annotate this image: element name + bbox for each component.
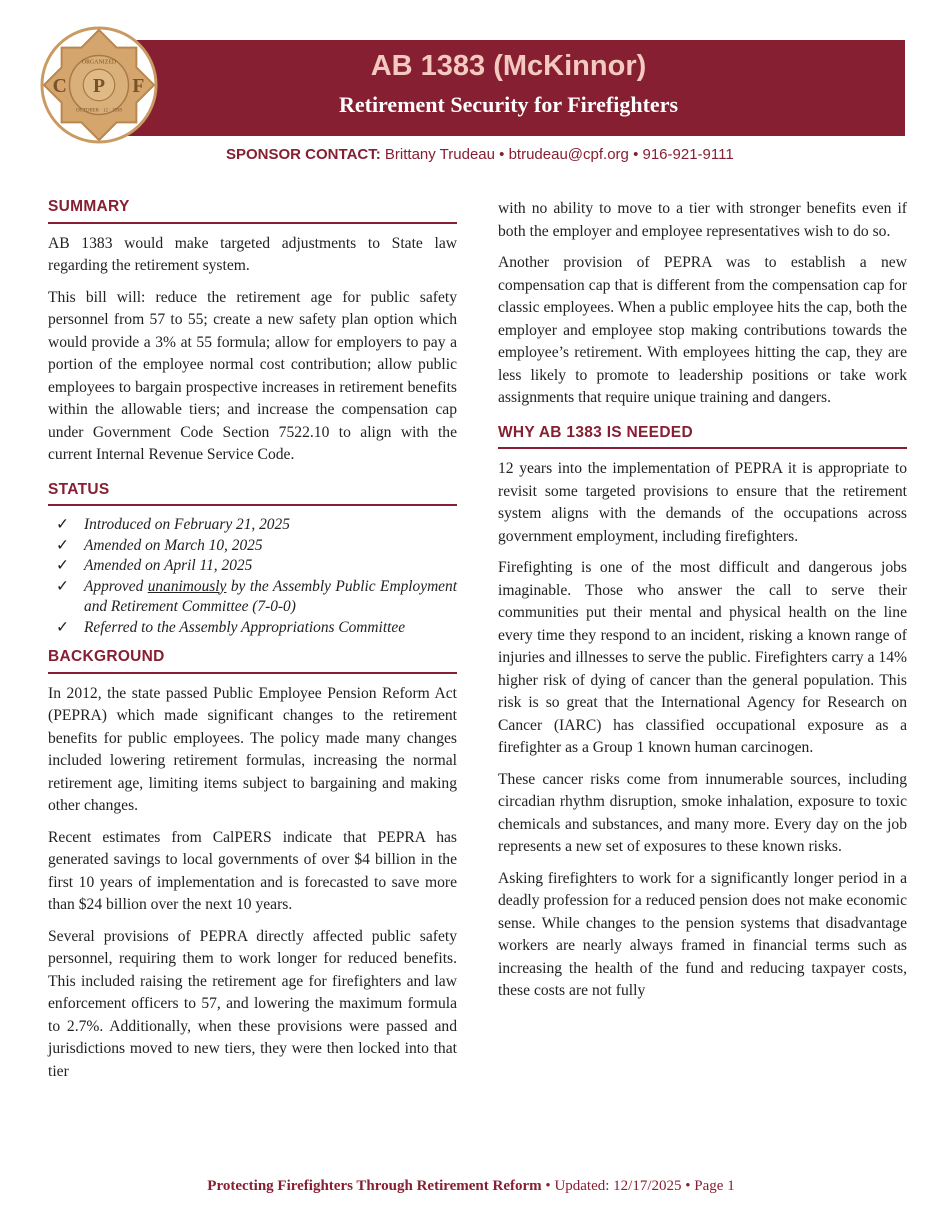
document-subtitle: Retirement Security for Firefighters: [338, 92, 679, 117]
right-column: [498, 198, 907, 1012]
summary-heading: SUMMARY: [48, 196, 457, 224]
check-icon: ✓: [56, 577, 69, 595]
status-text: Introduced on February 21, 2025: [84, 516, 290, 533]
svg-text:OCTOBER · 12 · 1938: OCTOBER · 12 · 1938: [76, 108, 122, 114]
check-icon: ✓: [56, 516, 69, 533]
status-text: Amended on April 11, 2025: [84, 557, 253, 574]
needed-heading: WHY AB 1383 IS NEEDED: [498, 422, 907, 450]
page-footer: [0, 1178, 942, 1195]
status-heading: STATUS: [48, 479, 457, 507]
paragraph: Several provisions of PEPRA directly affected public safety personnel, requiring them to work longer for reduced benefits. This included raising the retirement age for firefighters and law enforcement officers to 57, and lowering the maximum formula to 2.7%. Additionally, when these provisions were passed and jurisdictions moved to new tiers, they were then locked into that tier: [48, 927, 457, 1080]
status-emphasis: unanimously: [147, 577, 227, 595]
status-text: Referred to the Assembly Appropriations Committee: [84, 618, 406, 636]
sponsor-name: Brittany Trudeau: [384, 146, 495, 163]
paragraph: Another provision of PEPRA was to establish a new compensation cap that is different from the compensation cap for classic employees. When a public employee hits the cap, both the employer and employee stop making contributions towards the employee’s retirement. With employees hitting the cap, they are less likely to promote to leadership positions or take work assignments that require unique training and dangers.: [498, 254, 907, 406]
status-item: [56, 556, 457, 577]
status-item: [56, 515, 457, 536]
paragraph: Asking firefighters to work for a significantly longer period in a deadly profession for a reduced pension does not make economic sense. While changes to the pension systems that disadvantage workers are nearly always framed in financial terms such as increasing the health of the fund and reducing taxpayer costs, these costs are not fully: [498, 869, 907, 999]
paragraph: In 2012, the state passed Public Employee Pension Reform Act (PEPRA) which made significant changes to the retirement benefits for public employees. The policy made many changes included lowering retirement formulas, increasing the normal retirement age, limiting items subject to bargaining and making other changes.: [48, 684, 457, 814]
separator: •: [633, 146, 639, 163]
status-text: Approved: [84, 577, 148, 595]
check-icon: ✓: [56, 557, 69, 574]
paragraph: This bill will: reduce the retirement age for public safety personnel from 57 to 55; create a new safety plan option which would provide a 3% at 55 formula; allow for employers to pay a portion of the employee normal cost contribution; allow public employees to bargain prospective increases in retirement benefits within the allowable tiers; and increase the compensation cap under Government Code Section 7522.10 to align with the current Internal Revenue Service Code.: [48, 288, 457, 463]
paragraph: Recent estimates from CalPERS indicate that PEPRA has generated savings to local governments of over $4 billion in the first 10 years of implementation and is forecasted to save more than $24 billion over the next 10 years.: [48, 828, 457, 913]
sponsor-contact: [226, 146, 734, 163]
paragraph: Firefighting is one of the most difficult and dangerous jobs imaginable. Those who answer the call to serve their communities put their mental and physical health on the line every time they respond to an incident, risking a known range of injuries and illnesses to serve the public. Firefighters carry a 14% higher risk of dying of cancer than the general population. This risk is so great that the International Agency for Research on Cancer (IARC) has classified occupational exposure as a firefighter as a Group 1 known human carcinogen.: [498, 559, 907, 756]
separator: •: [685, 1178, 691, 1194]
sponsor-phone: 916-921-9111: [642, 146, 734, 163]
paragraph: with no ability to move to a tier with stronger benefits even if both the employer and employee representatives wish to do so.: [498, 200, 907, 240]
status-item: [56, 536, 457, 557]
check-icon: ✓: [56, 618, 69, 636]
paragraph: These cancer risks come from innumerable sources, including circadian rhythm disruption, smoke inhalation, exposure to toxic chemicals and substances, and many more. Every day on the job represents a new set of exposures to these known risks.: [498, 770, 907, 855]
sponsor-email[interactable]: btrudeau@cpf.org: [508, 146, 629, 163]
document-title: AB 1383 (McKinnor): [370, 50, 647, 82]
status-item: [56, 618, 457, 639]
page-number: Page 1: [694, 1178, 735, 1194]
svg-text:P: P: [92, 74, 106, 97]
svg-text:F: F: [132, 74, 145, 97]
background-heading: BACKGROUND: [48, 646, 457, 674]
separator: •: [545, 1178, 551, 1194]
svg-text:ORGANIZED: ORGANIZED: [81, 59, 117, 66]
status-item: [56, 577, 457, 618]
separator: •: [499, 146, 505, 163]
check-icon: ✓: [56, 536, 69, 554]
sponsor-label: SPONSOR CONTACT:: [226, 146, 381, 163]
paragraph: AB 1383 would make targeted adjustments to State law regarding the retirement system.: [48, 234, 457, 274]
status-text: by the Assembly Public Employment and Retirement Committee (7-0-0): [84, 577, 457, 615]
status-text: Amended on March 10, 2025: [84, 536, 263, 554]
svg-text:C: C: [52, 74, 67, 97]
cpf-logo: [40, 26, 158, 144]
left-column: [48, 196, 457, 1092]
paragraph: 12 years into the implementation of PEPRA it is appropriate to revisit some targeted provisions to ensure that the retirement system aligns with the demands of the occupations across government employment, including firefighters.: [498, 460, 907, 545]
footer-updated: Updated: 12/17/2025: [554, 1178, 682, 1194]
footer-tagline: Protecting Firefighters Through Retirement Reform: [207, 1178, 542, 1194]
status-list: [56, 515, 457, 638]
